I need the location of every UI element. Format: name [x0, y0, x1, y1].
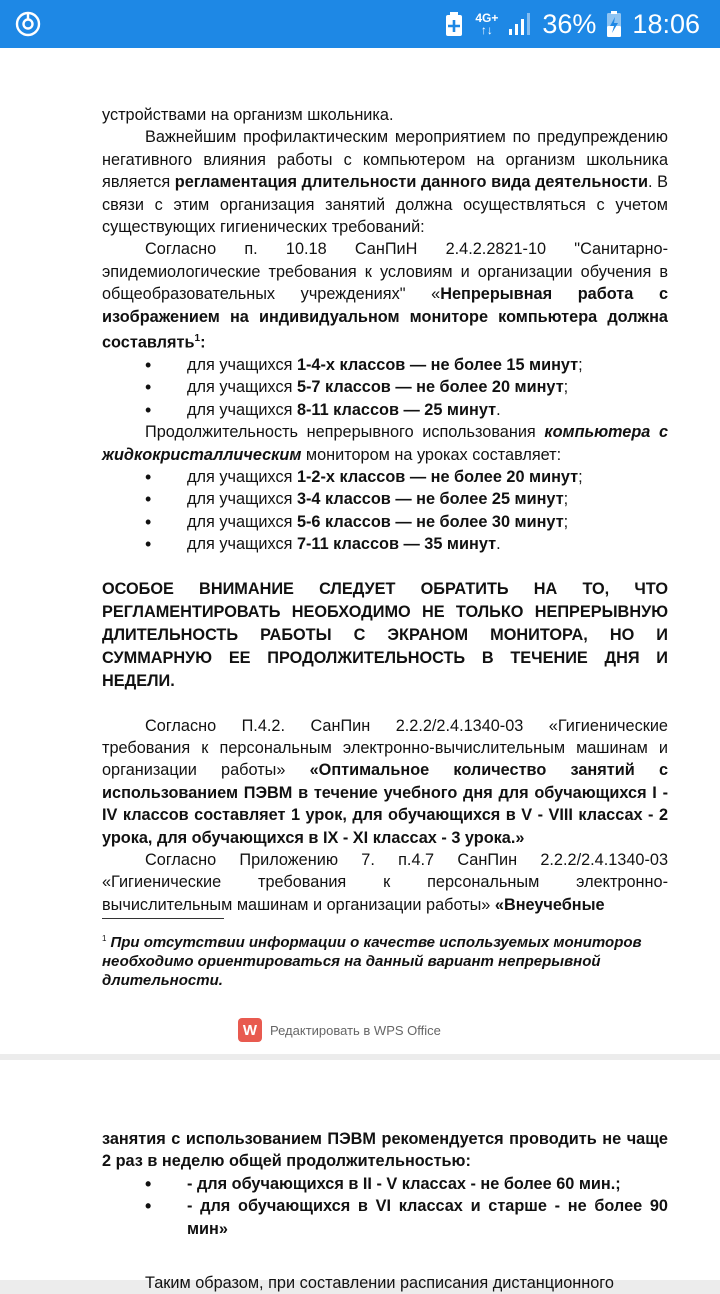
footnote: [102, 929, 642, 990]
list-item: • для учащихся 7-11 классов — 35 минут.: [102, 533, 668, 555]
app-notification-icon: [14, 10, 42, 38]
paragraph-prevention-bold: регламентация длительности данного вида деятельности: [174, 173, 648, 192]
document-page-2[interactable]: [0, 1060, 720, 1293]
page-2-body: [102, 1128, 668, 1294]
network-type-indicator: [475, 12, 498, 36]
paragraph-sanpin-colon: :: [200, 333, 206, 352]
clock: 18:06: [632, 8, 700, 39]
edit-in-wps-label: Редактировать в WPS Office: [270, 1022, 441, 1038]
paragraph-intro-tail: устройствами на организм школьника.: [102, 106, 394, 124]
list-item: • - для обучающихся в II - V классах - не более 60 мин.;: [102, 1173, 668, 1195]
paragraph-sanpin-bold: Непрерывная работа с изображением на индивидуальном мониторе компьютера должна составлять: [102, 285, 669, 352]
status-bar: [0, 0, 720, 48]
paragraph-appendix-7: Согласно Приложению 7. п.4.7 СанПин 2.2.2/2.4.1340-03 «Гигиенические требования к персональным электронно-вычислительным машинам и организации работы» «Внеучебные: [102, 850, 668, 914]
footnote-number: 1: [102, 934, 107, 943]
continuous-work-list: [102, 354, 668, 421]
network-type-label: 4G+: [475, 11, 499, 25]
paragraph-conclusion: Таким образом, при составлении расписания дистанционного: [145, 1274, 614, 1293]
list-item: • для учащихся 3-4 классов — не более 25 минут;: [102, 488, 668, 510]
list-item: • для учащихся 1-4-х классов — не более 15 минут;: [102, 354, 668, 376]
battery-percent: 36%: [542, 8, 597, 39]
footnote-separator: [102, 918, 224, 919]
paragraph-prevention: [102, 126, 668, 238]
paragraph-sanpin-10-18: [102, 238, 668, 353]
paragraph-extracurricular: занятия с использованием ПЭВМ рекомендуется проводить не чаще 2 раз в неделю общей продолжительностью:: [102, 1130, 668, 1171]
list-item: • - для обучающихся в VI классах и старше - не более 90 мин»: [102, 1195, 668, 1240]
edit-in-wps-button[interactable]: [238, 1018, 441, 1042]
optimal-lessons-quote: «Оптимальное количество занятий с использованием ПЭВМ в течение учебного дня для обучающихся I - IV классов составляет 1 урок, для обучающихся в V - VIII классах - 2 урока, для обучающихся в IX - XI классах - 3 урока.»: [102, 761, 668, 847]
attention-notice: ОСОБОЕ ВНИМАНИЕ СЛЕДУЕТ ОБРАТИТЬ НА ТО, ЧТО РЕГЛАМЕНТИРОВАТЬ НЕОБХОДИМО НЕ ТОЛЬКО НЕПРЕРЫВНУЮ ДЛИТЕЛЬНОСТЬ РАБОТЫ С ЭКРАНОМ МОНИТОРА, НО И СУММАРНУЮ ЕЕ ПРОДОЛЖИТЕЛЬНОСТЬ В ТЕЧЕНИЕ ДНЯ И НЕДЕЛИ.: [102, 579, 668, 690]
document-page-1[interactable]: [0, 48, 720, 1054]
page-1-body: [102, 104, 668, 916]
lcd-emphasis: компьютера с жидкокристаллическим: [102, 423, 668, 464]
network-activity-arrows: ↑↓: [480, 23, 493, 37]
footnote-reference[interactable]: 1: [194, 333, 201, 345]
battery-charging-icon: [606, 10, 622, 38]
paragraph-prevention-text-2: . В связи с этим организация занятий должна осуществляться с учетом существующих гигиенических требований:: [102, 173, 668, 237]
paragraph-lcd-duration: Продолжительность непрерывного использования компьютера с жидкокристаллическим монитором на уроках составляет:: [102, 423, 668, 464]
lcd-duration-list: [102, 466, 668, 556]
battery-saver-icon: [443, 11, 465, 37]
weekly-limit-list: [102, 1173, 668, 1240]
wps-logo-icon: W: [238, 1018, 262, 1042]
footnote-text: При отсутствии информации о качестве используемых мониторов необходимо ориентироваться на данный вариант непрерывной длительности.: [102, 934, 642, 989]
list-item: • для учащихся 5-6 классов — не более 30 минут;: [102, 511, 668, 533]
list-item: • для учащихся 8-11 классов — 25 минут.: [102, 399, 668, 421]
list-item: • для учащихся 1-2-х классов — не более 20 минут;: [102, 466, 668, 488]
signal-strength-icon: [508, 12, 532, 36]
paragraph-sanpin-text: Согласно п. 10.18 СанПиН 2.4.2.2821-10 "Санитарно-эпидемиологические требования к условиям и организации обучения в общеобразовательных учреждениях" «: [102, 240, 668, 304]
paragraph-prevention-text-1: Важнейшим профилактическим мероприятием по предупреждению негативного влияния работы с компьютером на организм школьника является: [102, 128, 668, 192]
list-item: • для учащихся 5-7 классов — не более 20 минут;: [102, 376, 668, 398]
paragraph-sanpin-4-2: Согласно П.4.2. СанПин 2.2.2/2.4.1340-03 «Гигиенические требования к персональным электронно-вычислительным машинам и организации работы» «Оптимальное количество занятий с использованием ПЭВМ в течение учебного дня для обучающихся I - IV классов составляет 1 урок, для обучающихся в V - VIII классах - 2 урока, для обучающихся в IX - XI классах - 3 урока.»: [102, 716, 668, 847]
